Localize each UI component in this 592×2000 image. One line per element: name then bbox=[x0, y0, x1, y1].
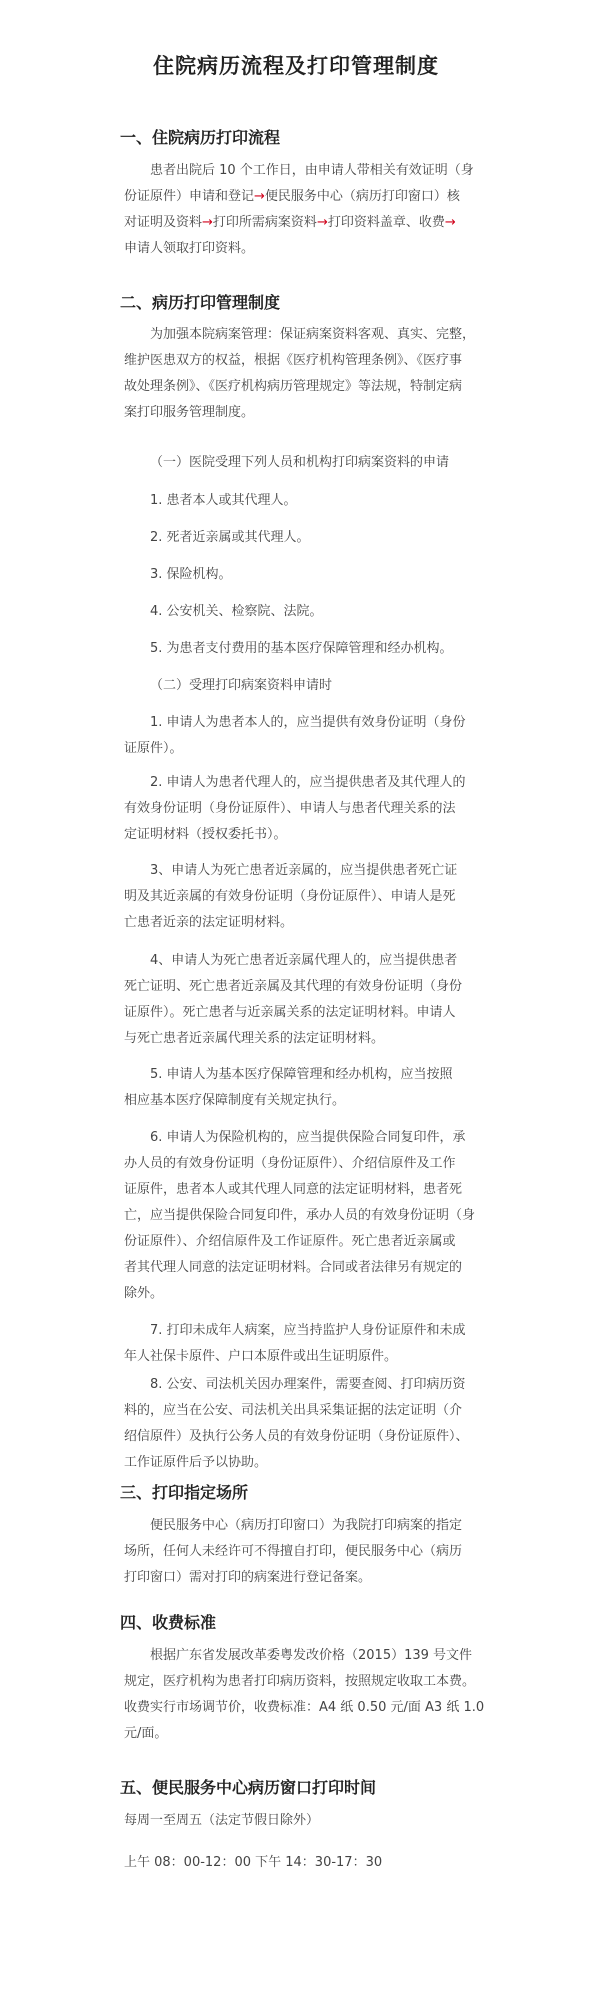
s2-req-4-line-1: 4、申请人为死亡患者近亲属代理人的，应当提供患者 bbox=[150, 953, 458, 968]
section-4-body bbox=[124, 1643, 485, 1747]
s2-req-3-line-3: 亡患者近亲的法定证明材料。 bbox=[124, 915, 294, 930]
s2-req-2 bbox=[124, 770, 474, 848]
arrow-icon: → bbox=[444, 215, 456, 230]
s5-line-2: 上午 08：00-12：00 下午 14：30-17：30 bbox=[124, 1855, 383, 1870]
s5-line-1: 每周一至周五（法定节假日除外） bbox=[124, 1813, 320, 1828]
section-3-body bbox=[124, 1513, 474, 1591]
s2-req-8 bbox=[124, 1372, 474, 1476]
s2-intro-3: 故处理条例》、《医疗机构病历管理规定》等法规，特制定病 bbox=[124, 379, 463, 394]
s1-line-2b: 便民服务中心（病历打印窗口）核 bbox=[264, 189, 460, 204]
s2-sub1-item-1: 1. 患者本人或其代理人。 bbox=[150, 493, 297, 508]
s2-req-1-line-1: 1. 申请人为患者本人的，应当提供有效身份证明（身份 bbox=[150, 715, 466, 730]
arrow-icon: → bbox=[316, 215, 328, 230]
s2-req-2-line-1: 2. 申请人为患者代理人的，应当提供患者及其代理人的 bbox=[150, 775, 466, 790]
section-5-heading: 五、便民服务中心病历窗口打印时间 bbox=[120, 1778, 377, 1797]
s2-req-6-line-4: 亡，应当提供保险合同复印件，承办人员的有效身份证明（身 bbox=[124, 1208, 476, 1223]
s1-line-4: 申请人领取打印资料。 bbox=[124, 241, 255, 256]
s2-req-7 bbox=[124, 1318, 474, 1370]
s1-line-3b: 打印所需病案资料 bbox=[212, 215, 317, 230]
arrow-icon: → bbox=[202, 215, 213, 230]
s2-intro-2: 维护医患双方的权益，根据《医疗机构管理条例》、《医疗事 bbox=[124, 353, 463, 368]
section-3-heading: 三、打印指定场所 bbox=[120, 1483, 249, 1502]
s1-line-2 bbox=[124, 184, 474, 210]
s2-req-7-line-2: 年人社保卡原件、户口本原件或出生证明原件。 bbox=[124, 1349, 398, 1364]
page-title: 住院病历流程及打印管理制度 bbox=[153, 54, 439, 78]
s2-req-4-line-2: 死亡证明、死亡患者近亲属及其代理的有效身份证明（身份 bbox=[124, 979, 463, 994]
section-2-heading: 二、病历打印管理制度 bbox=[120, 293, 281, 312]
s2-sub1-item-2: 2. 死者近亲属或其代理人。 bbox=[150, 530, 310, 545]
s1-line-2a: 份证原件）申请和登记 bbox=[124, 189, 255, 204]
s2-req-3 bbox=[124, 858, 474, 936]
s2-req-6-line-5: 份证原件）、介绍信原件及工作证原件。死亡患者近亲属或 bbox=[124, 1234, 456, 1249]
s2-intro-1: 为加强本院病案管理：保证病案资料客观、真实、完整， bbox=[150, 327, 476, 342]
s2-intro-4: 案打印服务管理制度。 bbox=[124, 405, 255, 420]
section-4-heading: 四、收费标准 bbox=[120, 1613, 217, 1632]
arrow-icon: → bbox=[254, 189, 265, 204]
s2-sub1-heading: （一）医院受理下列人员和机构打印病案资料的申请 bbox=[150, 455, 450, 470]
s1-line-3a: 对证明及资料 bbox=[124, 215, 203, 230]
s2-req-4-line-4: 与死亡患者近亲属代理关系的法定证明材料。 bbox=[124, 1031, 385, 1046]
s2-req-5 bbox=[124, 1062, 474, 1114]
s2-req-6-line-1: 6. 申请人为保险机构的，应当提供保险合同复印件，承 bbox=[150, 1130, 466, 1145]
s2-req-6 bbox=[124, 1125, 474, 1307]
s2-req-8-line-4: 工作证原件后予以协助。 bbox=[124, 1455, 268, 1470]
s4-line-4: 元/面。 bbox=[124, 1726, 168, 1741]
s2-req-8-line-3: 绍信原件）及执行公务人员的有效身份证明（身份证原件）、 bbox=[124, 1429, 469, 1444]
s2-req-6-line-7: 除外。 bbox=[124, 1286, 164, 1301]
s2-req-5-line-2: 相应基本医疗保障制度有关规定执行。 bbox=[124, 1093, 346, 1108]
s4-line-2: 规定，医疗机构为患者打印病历资料，按照规定收取工本费。 bbox=[124, 1674, 476, 1689]
s2-sub1-item-3: 3. 保险机构。 bbox=[150, 567, 232, 582]
s2-req-8-line-1: 8. 公安、司法机关因办理案件，需要查阅、打印病历资 bbox=[150, 1377, 466, 1392]
s3-line-1: 便民服务中心（病历打印窗口）为我院打印病案的指定 bbox=[150, 1518, 463, 1533]
s2-req-1 bbox=[124, 710, 474, 762]
s3-line-3: 打印窗口）需对打印的病案进行登记备案。 bbox=[124, 1570, 372, 1585]
s4-line-3: 收费实行市场调节价，收费标准：A4 纸 0.50 元/面 A3 纸 1.0 bbox=[124, 1700, 485, 1715]
s2-req-3-line-1: 3、申请人为死亡患者近亲属的，应当提供患者死亡证 bbox=[150, 863, 458, 878]
s2-req-6-line-6: 者其代理人同意的法定证明材料。合同或者法律另有规定的 bbox=[124, 1260, 463, 1275]
s2-req-6-line-2: 办人员的有效身份证明（身份证原件）、介绍信原件及工作 bbox=[124, 1156, 456, 1171]
s3-line-2: 场所，任何人未经许可不得擅自打印，便民服务中心（病历 bbox=[124, 1544, 463, 1559]
s2-req-1-line-2: 证原件）。 bbox=[124, 741, 183, 756]
s2-req-5-line-1: 5. 申请人为基本医疗保障管理和经办机构，应当按照 bbox=[150, 1067, 453, 1082]
s2-req-6-line-3: 证原件，患者本人或其代理人同意的法定证明材料，患者死 bbox=[124, 1182, 463, 1197]
s1-line-1: 患者出院后 10 个工作日，由申请人带相关有效证明（身 bbox=[150, 163, 474, 178]
s2-req-2-line-2: 有效身份证明（身份证原件）、申请人与患者代理关系的法 bbox=[124, 801, 456, 816]
s1-line-3c: 打印资料盖章、收费 bbox=[327, 215, 445, 230]
s2-sub1-item-4: 4. 公安机关、检察院、法院。 bbox=[150, 604, 323, 619]
section-1-body bbox=[124, 158, 474, 262]
s1-line-3 bbox=[124, 210, 474, 236]
s2-req-7-line-1: 7. 打印未成年人病案，应当持监护人身份证原件和未成 bbox=[150, 1323, 466, 1338]
s4-line-1: 根据广东省发展改革委粤发改价格（2015）139 号文件 bbox=[150, 1648, 473, 1663]
s2-req-4 bbox=[124, 948, 474, 1052]
section-1-heading: 一、住院病历打印流程 bbox=[120, 128, 281, 147]
section-2-intro bbox=[124, 322, 474, 426]
s2-sub1-item-5: 5. 为患者支付费用的基本医疗保障管理和经办机构。 bbox=[150, 641, 453, 656]
s2-req-4-line-3: 证原件）。死亡患者与近亲属关系的法定证明材料。申请人 bbox=[124, 1005, 456, 1020]
s2-req-2-line-3: 定证明材料（授权委托书）。 bbox=[124, 827, 287, 842]
s2-req-8-line-2: 料的，应当在公安、司法机关出具采集证据的法定证明（介 bbox=[124, 1403, 463, 1418]
s2-sub2-heading: （二）受理打印病案资料申请时 bbox=[150, 678, 333, 693]
s2-req-3-line-2: 明及其近亲属的有效身份证明（身份证原件）、申请人是死 bbox=[124, 889, 456, 904]
